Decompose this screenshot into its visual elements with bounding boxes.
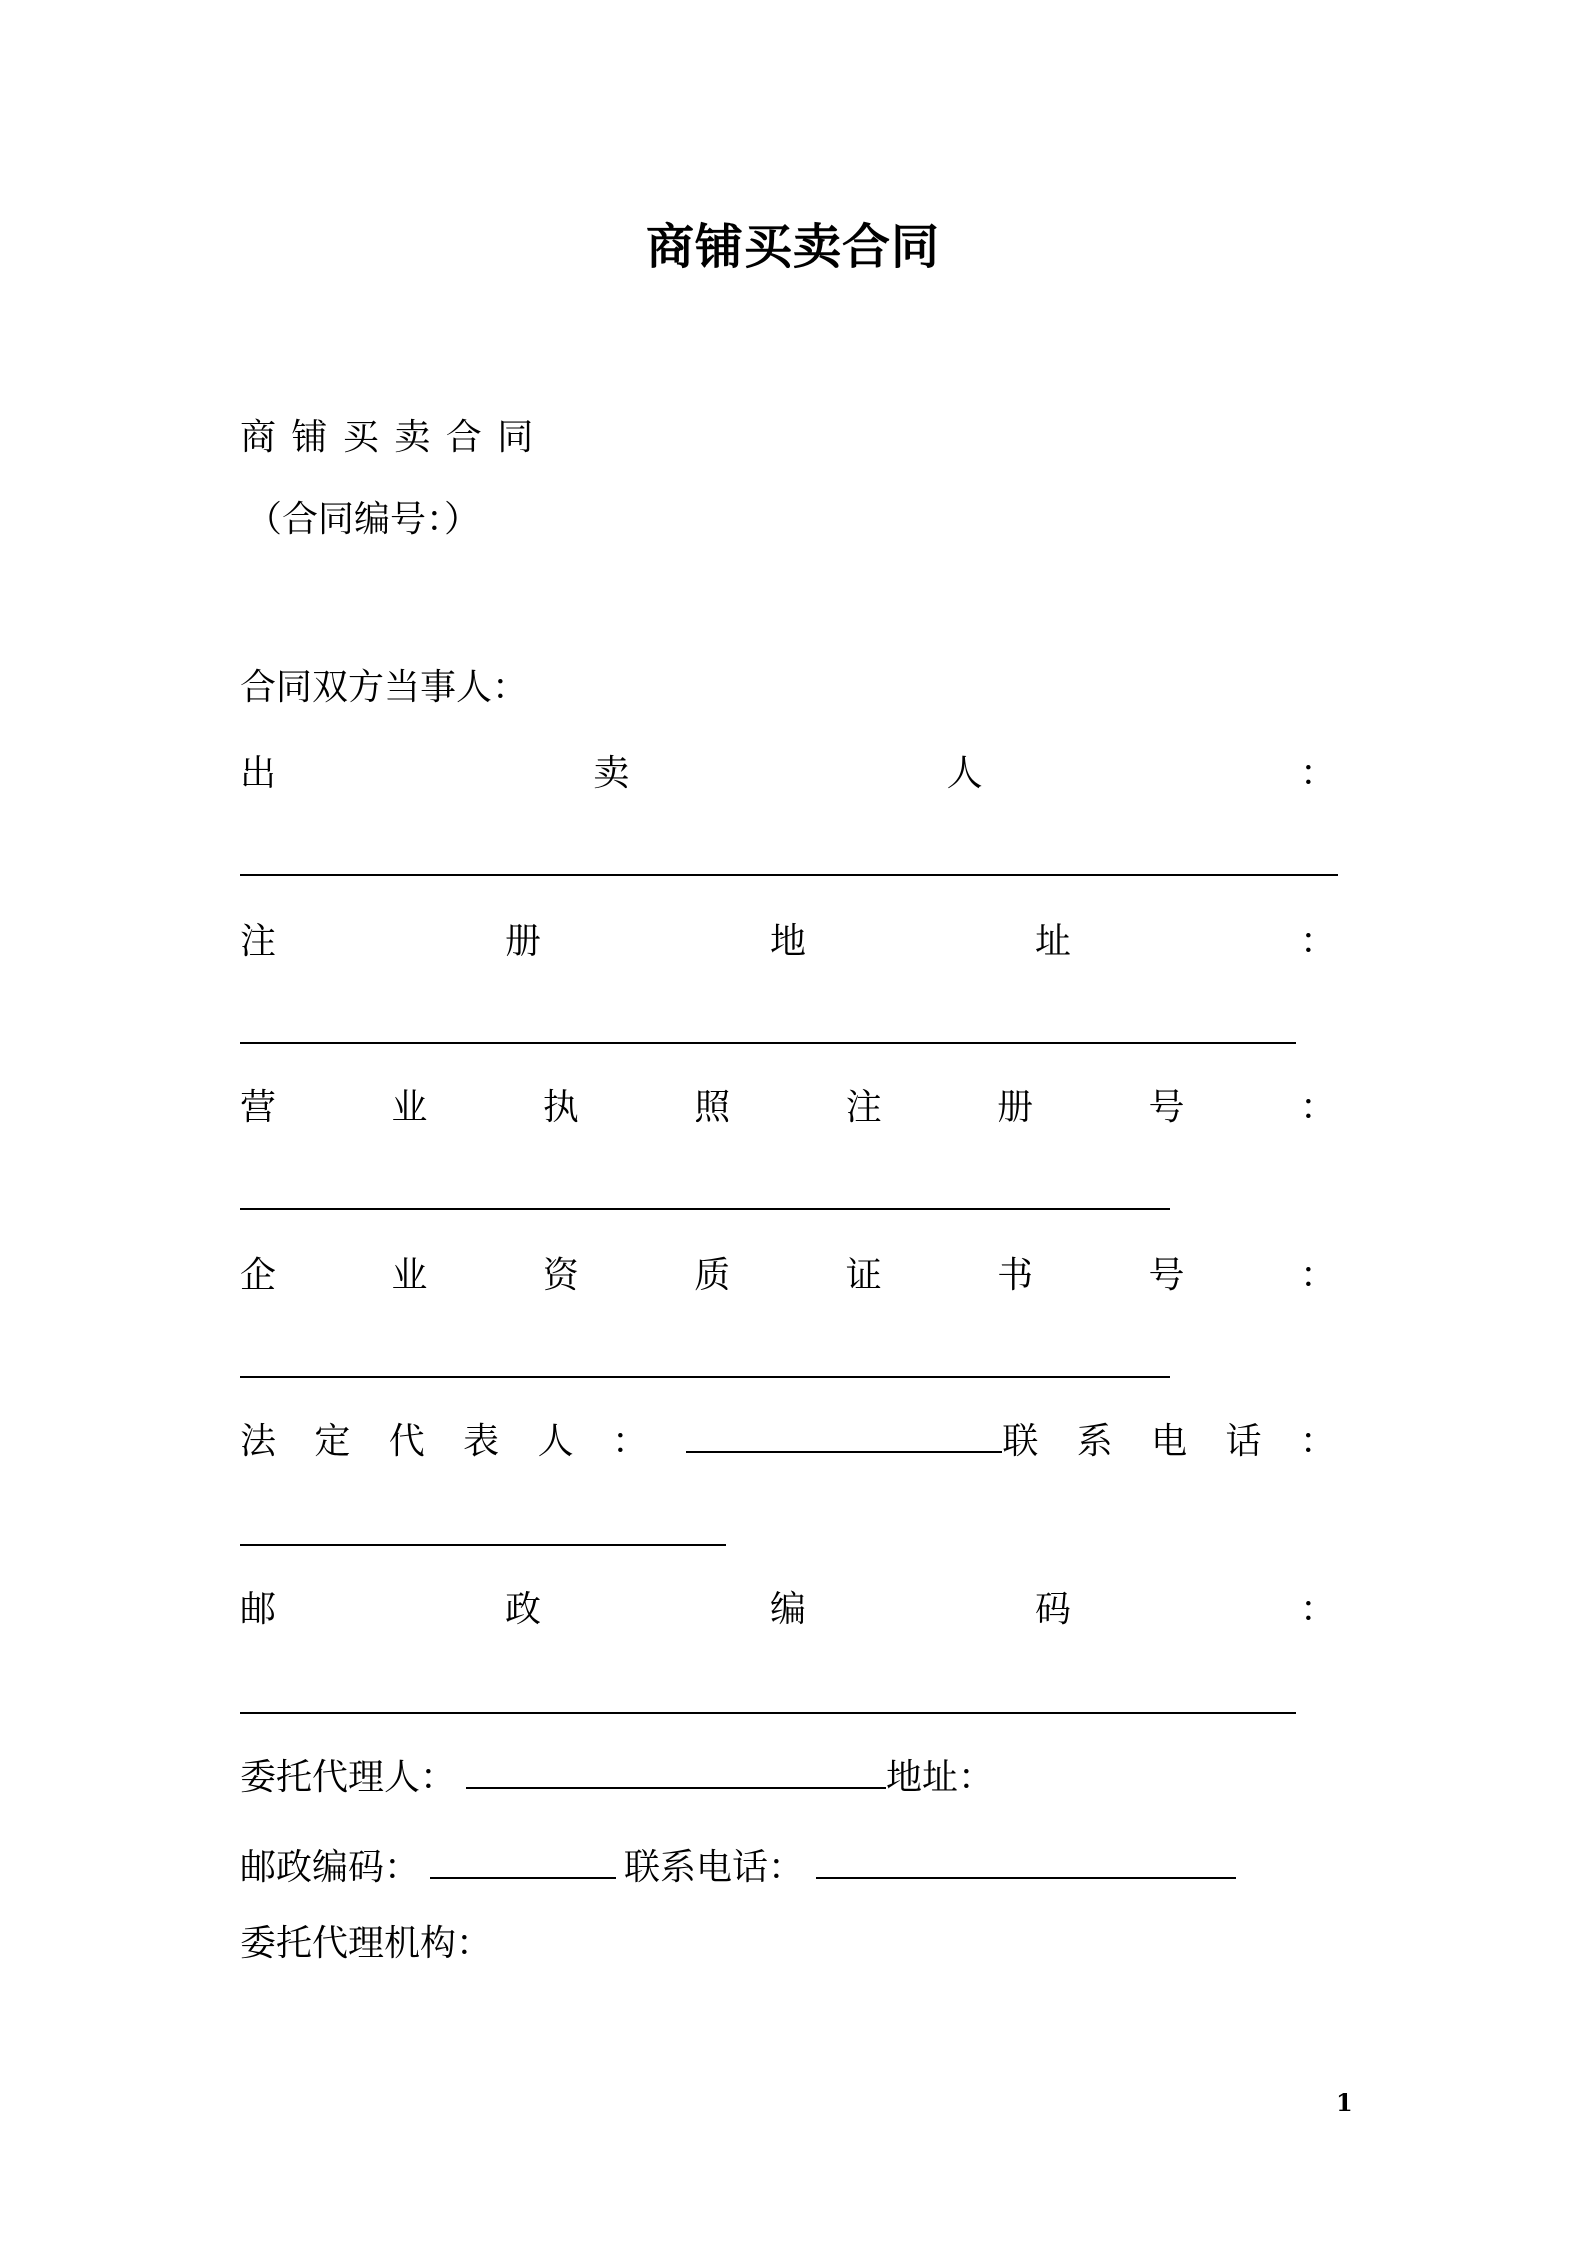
agent-label: 委托代理人： bbox=[240, 1757, 457, 1798]
contract-number: （合同编号：） bbox=[246, 499, 481, 540]
agent-phone-blank[interactable] bbox=[816, 1847, 1236, 1879]
legal-rep-label-char: 法 bbox=[240, 1421, 277, 1462]
postal-code-label-char: ： bbox=[1299, 1589, 1336, 1630]
registered-address-label bbox=[240, 916, 1336, 968]
postal-code-label-char: 编 bbox=[769, 1589, 806, 1630]
agency-label: 委托代理机构： bbox=[240, 1923, 493, 1964]
business-license-label-char: 业 bbox=[391, 1087, 428, 1128]
legal-rep-phone-label-char: 系 bbox=[1076, 1421, 1113, 1462]
document-title: 商铺买卖合同 bbox=[645, 219, 940, 275]
seller-blank[interactable] bbox=[240, 874, 1338, 876]
registered-address-blank[interactable] bbox=[240, 1042, 1296, 1044]
legal-rep-phone-label-char: 电 bbox=[1151, 1421, 1188, 1462]
agent-contact-row bbox=[240, 1842, 1236, 1894]
legal-rep-label-char: 代 bbox=[388, 1421, 425, 1462]
agent-address-label: 地址： bbox=[886, 1757, 995, 1798]
registered-address-label-char: 册 bbox=[504, 921, 541, 962]
agent-blank[interactable] bbox=[466, 1757, 886, 1789]
postal-code-label-char: 码 bbox=[1034, 1589, 1071, 1630]
registered-address-label-char: 址 bbox=[1034, 921, 1071, 962]
registered-address-label-char: ： bbox=[1299, 921, 1336, 962]
qualification-label-char: 业 bbox=[391, 1255, 428, 1296]
business-license-label-char: 照 bbox=[694, 1087, 731, 1128]
qualification-label-char: 号 bbox=[1148, 1255, 1185, 1296]
postal-code-blank[interactable] bbox=[240, 1712, 1296, 1714]
page-number: 1 bbox=[1336, 2088, 1353, 2117]
business-license-label-char: 号 bbox=[1148, 1087, 1185, 1128]
qualification-label bbox=[240, 1250, 1336, 1302]
legal-rep-label-char: 表 bbox=[463, 1421, 500, 1462]
seller-label-char: 出 bbox=[240, 753, 277, 794]
qualification-label-char: 企 bbox=[240, 1255, 277, 1296]
legal-rep-label-char: ： bbox=[611, 1421, 648, 1462]
seller-label-char: 卖 bbox=[593, 753, 630, 794]
agent-phone-label: 联系电话： bbox=[624, 1847, 805, 1888]
business-license-label-char: 册 bbox=[997, 1087, 1034, 1128]
seller-label-char: 人 bbox=[946, 753, 983, 794]
legal-rep-phone-label-char: 联 bbox=[1002, 1421, 1039, 1462]
postal-code-label bbox=[240, 1584, 1336, 1636]
business-license-label bbox=[240, 1082, 1336, 1134]
business-license-blank[interactable] bbox=[240, 1208, 1170, 1210]
agent-row bbox=[240, 1752, 994, 1804]
agent-postal-label: 邮政编码： bbox=[240, 1847, 421, 1888]
qualification-label-char: 证 bbox=[845, 1255, 882, 1296]
registered-address-label-char: 注 bbox=[240, 921, 277, 962]
qualification-label-char: 书 bbox=[997, 1255, 1034, 1296]
qualification-label-char: ： bbox=[1299, 1255, 1336, 1296]
qualification-label-char: 质 bbox=[694, 1255, 731, 1296]
legal-rep-phone-blank[interactable] bbox=[240, 1544, 726, 1546]
seller-label bbox=[240, 748, 1336, 800]
registered-address-label-char: 地 bbox=[769, 921, 806, 962]
business-license-label-char: ： bbox=[1299, 1087, 1336, 1128]
legal-rep-label-char: 人 bbox=[537, 1421, 574, 1462]
business-license-label-char: 执 bbox=[542, 1087, 579, 1128]
legal-rep-phone-label-char: 话 bbox=[1225, 1421, 1262, 1462]
legal-rep-label-char: 定 bbox=[314, 1421, 351, 1462]
legal-rep-row bbox=[240, 1416, 1336, 1468]
legal-rep-field-group bbox=[686, 1416, 1038, 1468]
business-license-label-char: 营 bbox=[240, 1087, 277, 1128]
business-license-label-char: 注 bbox=[845, 1087, 882, 1128]
postal-code-label-char: 政 bbox=[504, 1589, 541, 1630]
legal-rep-blank[interactable] bbox=[686, 1421, 1002, 1453]
parties-heading: 合同双方当事人： bbox=[240, 667, 529, 708]
postal-code-label-char: 邮 bbox=[240, 1589, 277, 1630]
seller-label-char: ： bbox=[1299, 753, 1336, 794]
contract-subtitle: 商 铺 买 卖 合 同 bbox=[240, 417, 536, 458]
legal-rep-phone-label-char: ： bbox=[1299, 1421, 1336, 1462]
agent-postal-blank[interactable] bbox=[430, 1847, 616, 1879]
qualification-blank[interactable] bbox=[240, 1376, 1170, 1378]
qualification-label-char: 资 bbox=[542, 1255, 579, 1296]
